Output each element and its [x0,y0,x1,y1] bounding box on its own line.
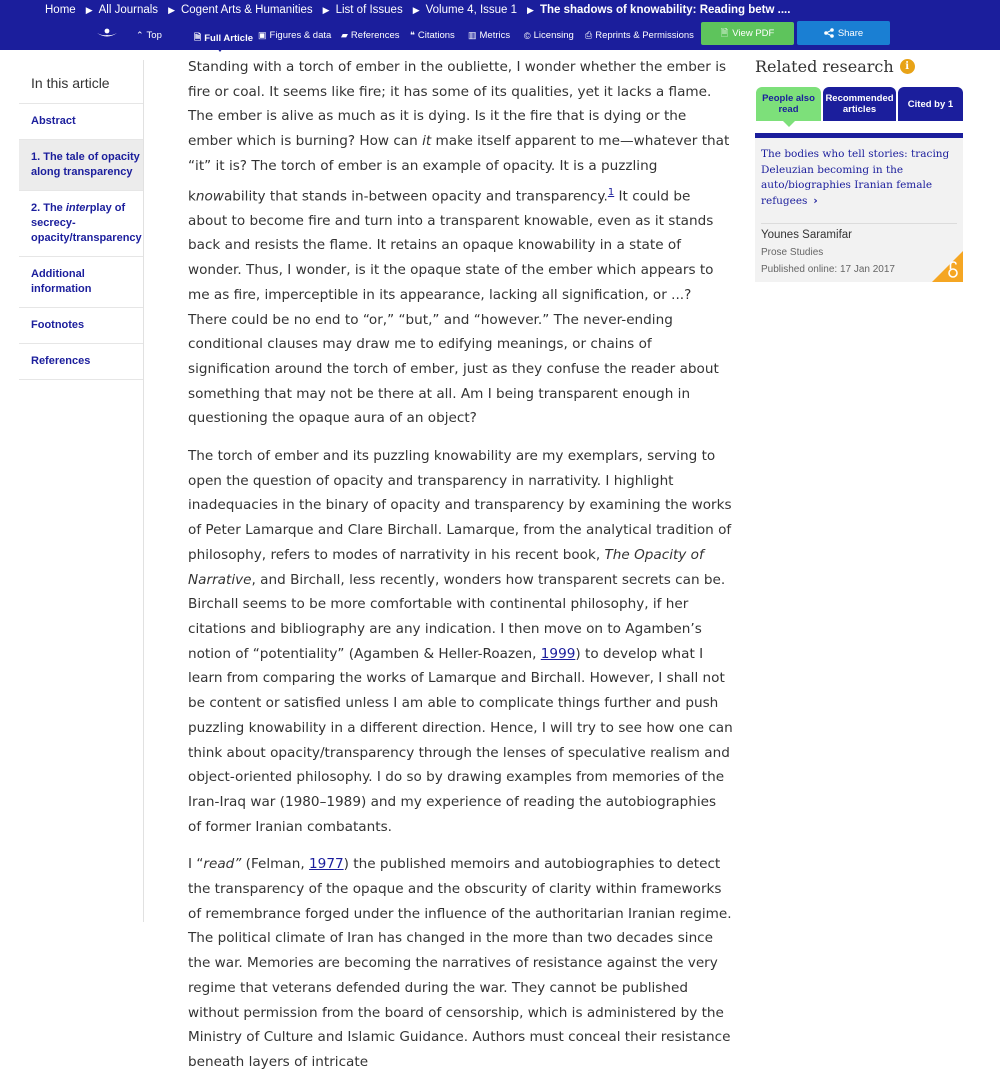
book-icon: ▰ [341,30,348,40]
related-article-journal: Prose Studies [761,247,824,258]
related-article-card [755,133,963,282]
view-pdf-button[interactable]: 🗎 View PDF [701,22,794,45]
tab-recommended-articles[interactable]: Recommended articles [823,87,896,121]
breadcrumb-issue[interactable]: Volume 4, Issue 1 [425,4,518,16]
related-research-heading: Related research i [755,57,915,76]
tab-people-also-read[interactable]: People also read [756,87,821,121]
article-paragraph-3: I “read” (Felman, 1977) the published memoirs and autobiographies to detect the transparency of the opaque and the obscurity of clarity within frameworks of remembrance forged under the influence of the authoritarian Iranian regime. The political climate of Iran has changed in the more than two decades since the war. Memories are becoming the narratives of resistance against the very regime that veterans defended during the war. They cannot be published without permission from the board of censorship, which is administered by the Ministry of Culture and Islamic Guidance. Authors must conceal their resistance beneath layers of intricate [188,856,732,1070]
chevron-right-icon[interactable]: › [813,194,818,207]
breadcrumb-arrow-icon: ▶ [85,4,93,15]
nav-metrics[interactable]: ▥ Metrics [468,30,511,41]
nav-licensing[interactable]: © Licensing [524,30,574,41]
tab-cited-by[interactable]: Cited by 1 [898,87,963,121]
bar-chart-icon: ▥ [468,30,477,40]
quote-icon: ❝ [410,30,415,40]
copyright-icon: © [524,30,531,41]
breadcrumb-home[interactable]: Home [45,4,76,16]
image-icon: ▣ [258,30,267,40]
caret-up-icon: ⌃ [136,30,144,40]
top-navigation-bar [0,0,1000,50]
printer-icon: ⎙ [585,30,593,40]
breadcrumb-current-article: The shadows of knowability: Reading betw .... [539,4,791,16]
document-icon: 🗎 [194,32,202,42]
related-article-title[interactable]: The bodies who tell stories: tracing Deleuzian becoming in the auto/biographies Iranian female refugees › [761,148,950,207]
toc-item-footnotes[interactable]: Footnotes [19,308,143,344]
breadcrumb-arrow-icon: ▶ [412,4,420,15]
breadcrumb-all-journals[interactable]: All Journals [98,4,159,16]
nav-top-link[interactable]: ⌃ Top [136,30,162,41]
article-body [188,55,733,1088]
citation-link-felman[interactable]: 1977 [309,856,344,873]
breadcrumb-arrow-icon: ▶ [168,4,175,15]
nav-citations[interactable]: ❝ Citations [410,30,455,41]
publisher-logo-icon[interactable] [96,28,118,38]
breadcrumb-list-of-issues[interactable]: List of Issues [335,4,403,16]
nav-references[interactable]: ▰ References [341,30,400,41]
toc-item-additional-information[interactable]: Additional information [19,257,143,308]
related-article-date: Published online: 17 Jan 2017 [761,264,895,275]
toc-heading: In this article [19,60,143,104]
tab-pointer [783,121,795,127]
toc-item-section-2[interactable]: 2. The interplay of secrecy-opacity/transparency [19,191,143,257]
toc-item-abstract[interactable]: Abstract [19,104,143,140]
share-icon [824,28,834,38]
article-toc-sidebar [19,60,144,922]
nav-reprints-permissions[interactable]: ⎙ Reprints & Permissions [585,30,694,41]
card-divider [761,223,957,224]
nav-full-article[interactable]: 🗎 Full Article [194,30,253,46]
info-icon[interactable]: i [900,59,915,74]
open-access-icon [932,251,963,282]
active-tab-indicator [214,44,226,52]
breadcrumb-arrow-icon: ▶ [527,4,534,15]
footnote-link[interactable]: 1 [607,186,615,198]
article-paragraph-2: The torch of ember and its puzzling knowability are my exemplars, serving to open the question of opacity and transparency in narrativity. I highlight inadequacies in the binary of opacity and transparency by examining the works of Peter Lamarque and Clare Birchall. Lamarque, from the analytical tradition of philosophy, refers to modes of narrativity in his recent book, The Opacity of Narrative, and Birchall, less recently, wonders how transparent secrets can be. Birchall seems to be more comfortable with continental philosophy, if her citations and bibliography are any indication. I then move on to Agamben’s notion of “potentiality” (Agamben & Heller-Roazen, 1999) to develop what I learn from comparing the works of Lamarque and Birchall. However, I shall not be content or satisfied unless I am able to complicate things further and push puzzling knowability in a different direction. Hence, I will try to see how one can think about opacity/transparency through the lenses of speculative realism and object-oriented philosophy. I do so by drawing examples from memories of the Iran-Iraq war (1980–1989) and my experience of reading the autobiographies of former Iranian combatants. [188,448,733,835]
related-article-author: Younes Saramifar [761,229,852,241]
share-button[interactable]: Share [797,21,890,45]
citation-link-agamben[interactable]: 1999 [540,645,576,662]
toc-list [19,104,143,380]
nav-figures-data[interactable]: ▣ Figures & data [258,30,332,41]
breadcrumb-journal[interactable]: Cogent Arts & Humanities [180,4,313,16]
breadcrumb [45,2,790,18]
pdf-icon: 🗎 [720,27,729,39]
toc-item-section-1[interactable]: 1. The tale of opacity along transparency [19,140,143,191]
toc-item-references[interactable]: References [19,344,143,380]
article-paragraph-1: Standing with a torch of ember in the oubliette, I wonder whether the ember is fire or coal. It seems like fire; it has some of its qualities, yet it lacks a flame. The ember is alive as much as it is dying. Is it the fire that is dying or the ember which is burning? How can it make itself apparent to me—whatever that “it” it is? The torch of ember is an example of opacity. It is a puzzling knowability that stands in-between opacity and transparency.$^1$ It could be about to become fire and turn into a transparent knowable, even as it stands back and resists the flame. It retains an opaque knowability in a state of wonder. Thus, I wonder, is it the opaque state of the ember which appears to me as fire, imperceptible in its appearance, lacking all signification, or ...? There could be no end to “or,” “but,” and “however.” The never-ending conditional clauses may draw me to edifying meanings, or chains of signification around the torch of ember, just as they confuse the reader about something that may not be there at all. Am I being transparent enough in questioning the opaque aura of an object? [188,59,730,427]
breadcrumb-arrow-icon: ▶ [322,4,330,15]
